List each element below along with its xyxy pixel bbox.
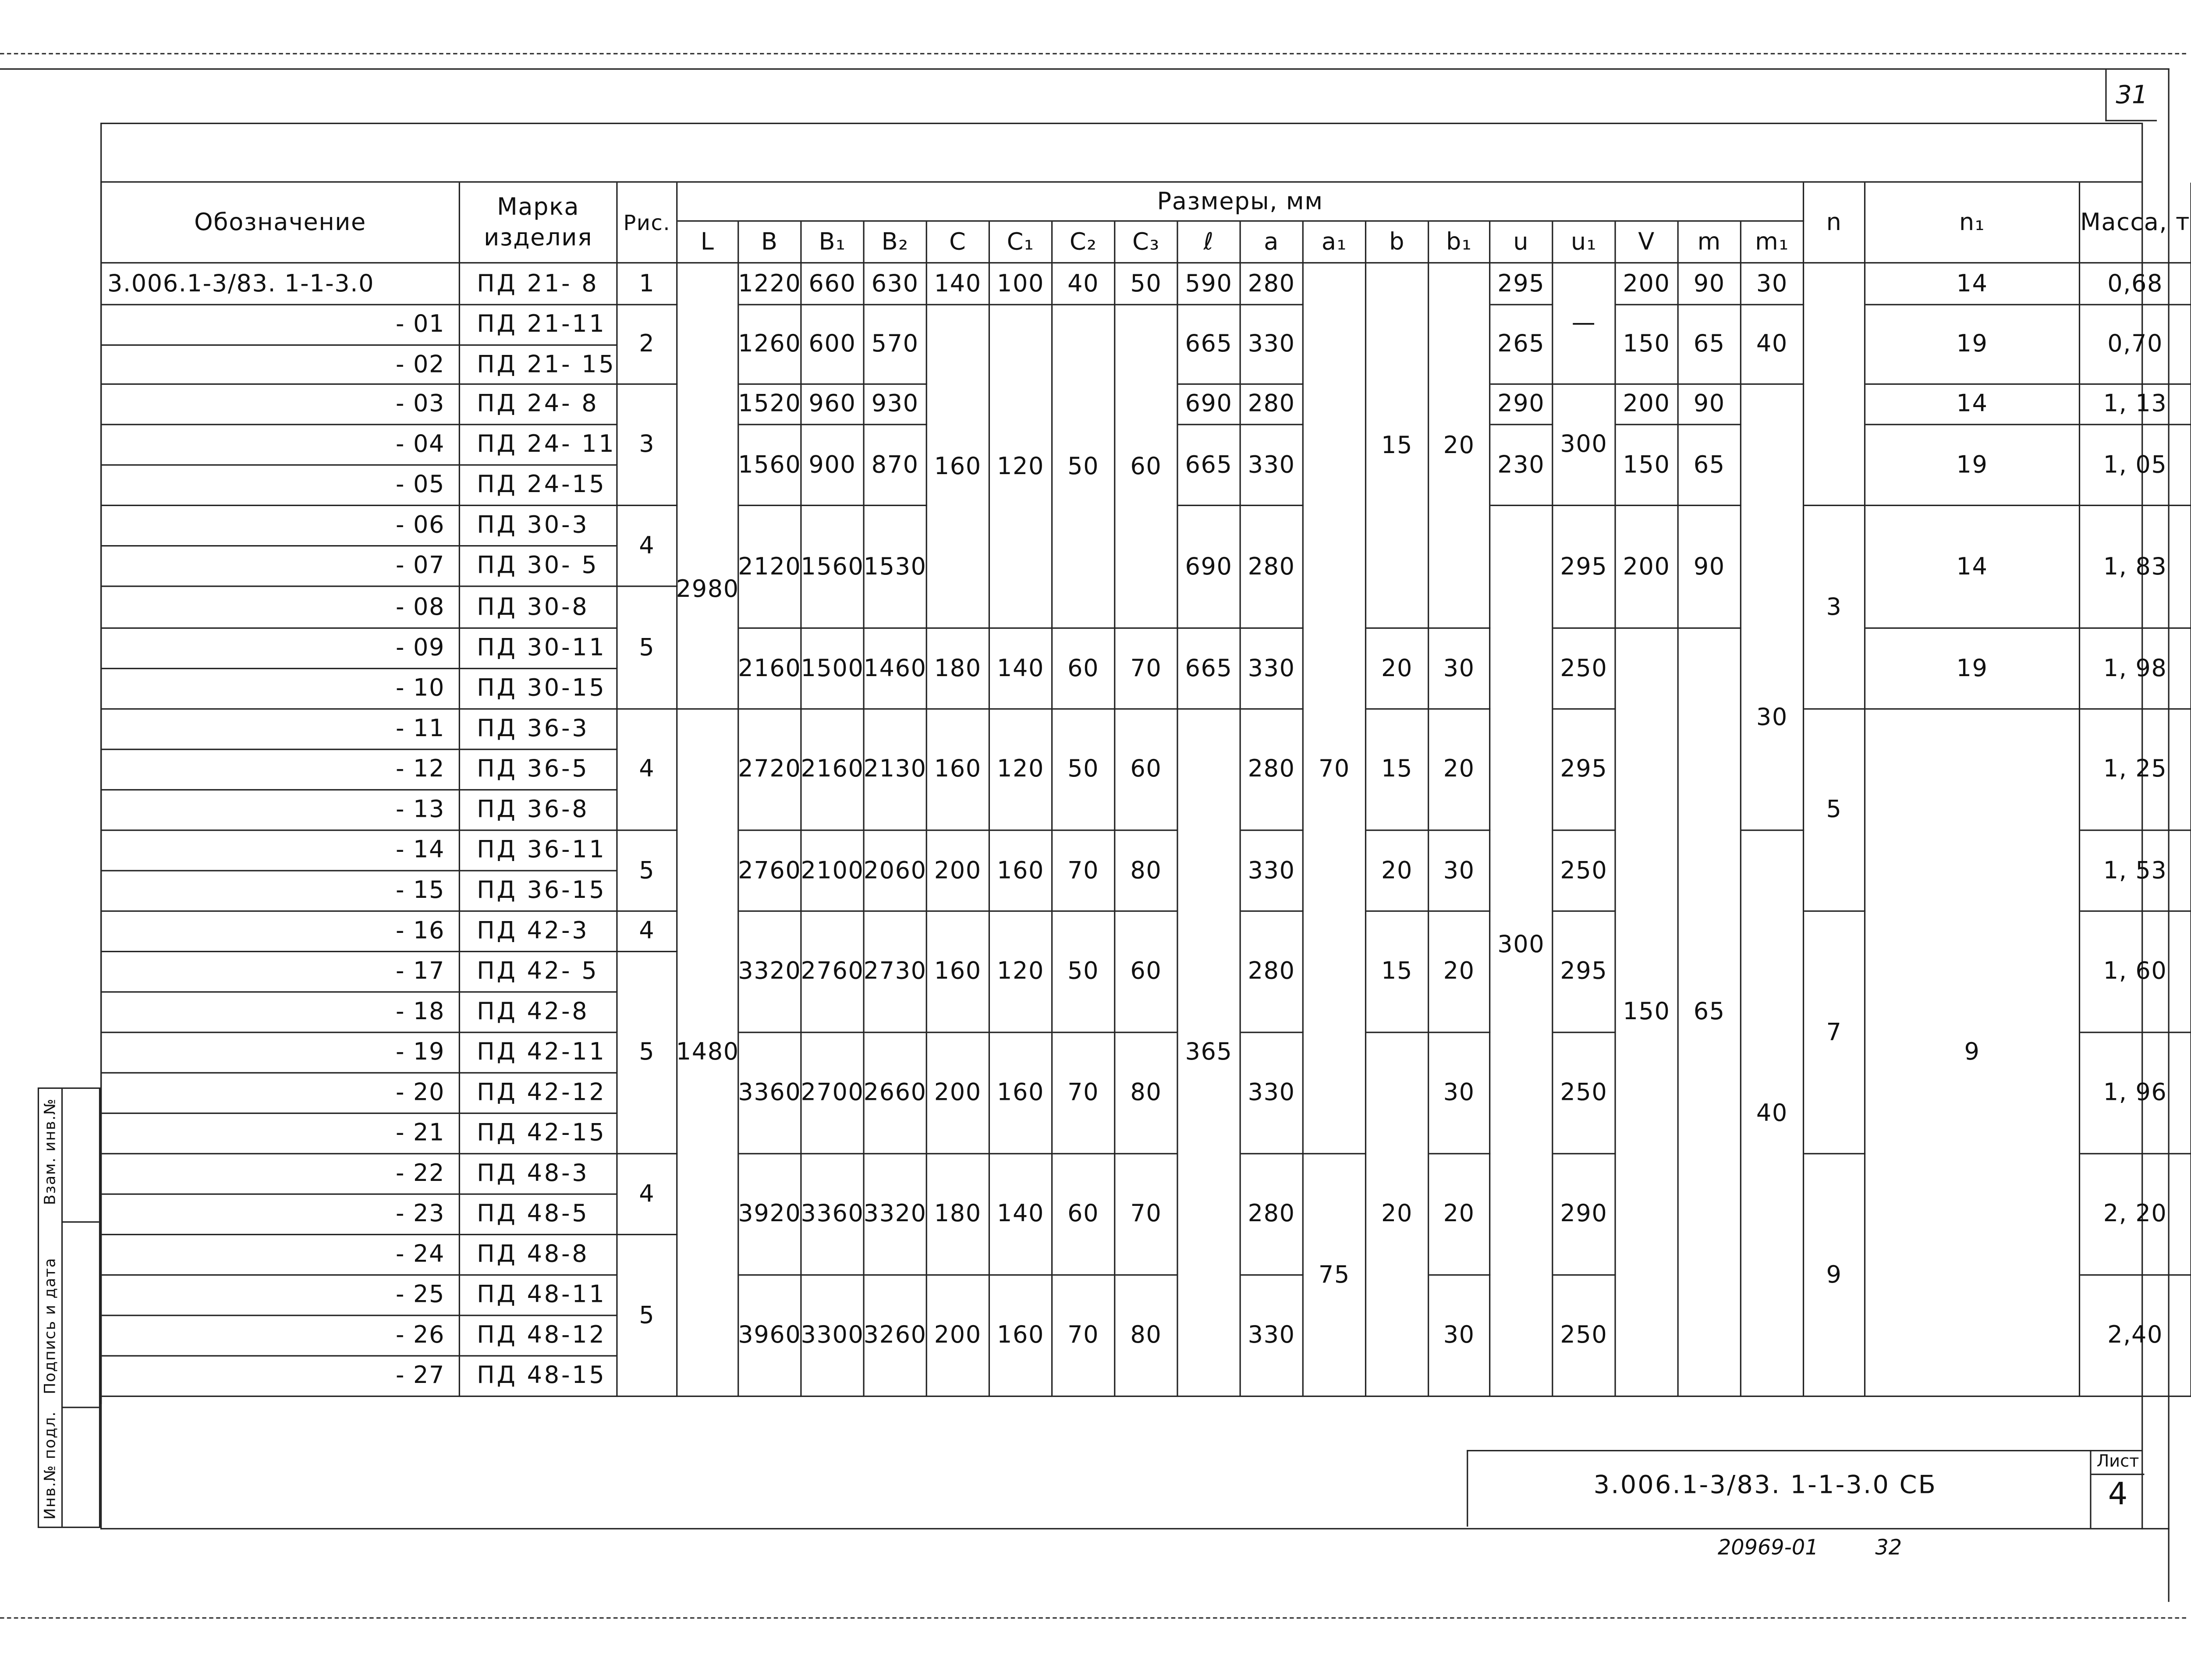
- a-cell: 330: [1241, 1033, 1304, 1155]
- header-m1: m₁: [1741, 222, 1804, 263]
- n-cell-empty: [1804, 263, 1865, 506]
- a-cell: 280: [1241, 1154, 1304, 1276]
- B1-cell: 660: [801, 263, 864, 305]
- registry-divider: [61, 1407, 99, 1408]
- marka-cell: ПД 30-3: [460, 506, 618, 546]
- B-cell: 1560: [739, 425, 801, 506]
- B2-cell: 2730: [865, 912, 927, 1033]
- m1-cell: 30: [1741, 385, 1804, 831]
- registry-vzam: Взам. инв.№: [41, 1098, 60, 1205]
- B1-cell: 2100: [801, 831, 864, 912]
- marka-cell: ПД 48-11: [460, 1276, 618, 1316]
- massa-cell: 1, 98: [2080, 629, 2191, 710]
- m-cell: 65: [1679, 425, 1741, 506]
- header-n: n: [1804, 183, 1865, 264]
- C-cell: 200: [927, 1276, 990, 1397]
- marka-cell: ПД 30-15: [460, 669, 618, 709]
- a-cell: 280: [1241, 709, 1304, 831]
- a-cell: 280: [1241, 263, 1304, 305]
- n1-cell: 14: [1865, 385, 2080, 425]
- u-cell: 295: [1490, 263, 1553, 305]
- ris-cell: 5: [617, 1235, 677, 1397]
- B1-cell: 600: [801, 305, 864, 385]
- u1-cell: 295: [1553, 912, 1616, 1033]
- C2-cell: 60: [1053, 1154, 1115, 1276]
- oboz-row: - 25: [102, 1276, 460, 1316]
- B2-cell: 870: [865, 425, 927, 506]
- ris-cell: 1: [617, 263, 677, 305]
- oboz-row: - 14: [102, 831, 460, 871]
- C-cell: 160: [927, 305, 990, 629]
- marka-cell: ПД 36-5: [460, 750, 618, 790]
- dimensions-table: [100, 181, 2191, 1404]
- oboz-row: - 22: [102, 1154, 460, 1194]
- header-l: ℓ: [1178, 222, 1241, 263]
- C2-cell: 50: [1053, 709, 1115, 831]
- header-massa: Масса, т: [2080, 183, 2191, 264]
- sheet-box: [2090, 1450, 2144, 1528]
- C-cell: 200: [927, 831, 990, 912]
- marka-cell: ПД 48-3: [460, 1154, 618, 1194]
- B2-cell: 2660: [865, 1033, 927, 1155]
- m-cell: 90: [1679, 506, 1741, 629]
- C3-cell: 60: [1115, 709, 1178, 831]
- registry-podpis: Подпись и дата: [41, 1257, 60, 1394]
- b1-cell: 30: [1429, 1276, 1490, 1397]
- B2-cell: 2060: [865, 831, 927, 912]
- B1-cell: 2160: [801, 709, 864, 831]
- sheet-number: 4: [2108, 1478, 2128, 1513]
- ris-cell: 4: [617, 912, 677, 952]
- l-cell: 665: [1178, 425, 1241, 506]
- B-cell: 2720: [739, 709, 801, 831]
- C2-cell: 60: [1053, 629, 1115, 710]
- oboz-row: - 18: [102, 992, 460, 1033]
- oboz-row: - 15: [102, 872, 460, 912]
- marka-cell: ПД 36-11: [460, 831, 618, 871]
- oboz-row: - 03: [102, 385, 460, 425]
- V-cell: 150: [1616, 305, 1679, 385]
- l-cell: 365: [1178, 709, 1241, 1397]
- V-cell: 200: [1616, 506, 1679, 629]
- header-u1: u₁: [1553, 222, 1616, 263]
- C2-cell: 70: [1053, 1276, 1115, 1397]
- a-cell: 280: [1241, 506, 1304, 629]
- b-cell: 15: [1366, 912, 1429, 1033]
- B2-cell: 570: [865, 305, 927, 385]
- oboz-row: - 24: [102, 1235, 460, 1276]
- a-cell: 280: [1241, 912, 1304, 1033]
- C3-cell: 50: [1115, 263, 1178, 305]
- B-cell: 3960: [739, 1276, 801, 1397]
- page-number: 31: [2105, 70, 2157, 121]
- massa-cell: 1, 25: [2080, 709, 2191, 831]
- marka-cell: ПД 30- 5: [460, 546, 618, 587]
- b1-cell: 20: [1429, 912, 1490, 1033]
- C-cell: 160: [927, 912, 990, 1033]
- header-b: b: [1366, 222, 1429, 263]
- ris-cell: 4: [617, 506, 677, 587]
- oboz-row: - 08: [102, 587, 460, 628]
- n1-cell: 19: [1865, 425, 2080, 506]
- oboz-row: - 06: [102, 506, 460, 546]
- header-C2: C₂: [1053, 222, 1115, 263]
- V-cell: 150: [1616, 629, 1679, 1397]
- header-razmery: Размеры, мм: [677, 183, 1804, 222]
- marka-cell: ПД 21- 15: [460, 346, 618, 385]
- registry-strip: [38, 1088, 100, 1528]
- scan-edge-bottom: [0, 1617, 2186, 1619]
- b-cell: 20: [1366, 1033, 1429, 1397]
- oboz-row: - 05: [102, 466, 460, 506]
- massa-cell: 2,40: [2080, 1276, 2191, 1397]
- C1-cell: 120: [990, 709, 1053, 831]
- n-cell: 3: [1804, 506, 1865, 710]
- header-a: a: [1241, 222, 1304, 263]
- header-m: m: [1679, 222, 1741, 263]
- scan-edge-top: [0, 53, 2186, 54]
- B-cell: 3360: [739, 1033, 801, 1155]
- oboz-row: - 09: [102, 629, 460, 669]
- C1-cell: 120: [990, 305, 1053, 629]
- oboz-row: - 02: [102, 346, 460, 385]
- C2-cell: 50: [1053, 912, 1115, 1033]
- massa-cell: 2, 20: [2080, 1154, 2191, 1276]
- u1-cell: 250: [1553, 1033, 1616, 1155]
- m-cell: 65: [1679, 629, 1741, 1397]
- b-cell: 15: [1366, 709, 1429, 831]
- B2-cell: 2130: [865, 709, 927, 831]
- marka-cell: ПД 36-8: [460, 790, 618, 831]
- b-cell: 15: [1366, 263, 1429, 629]
- frame-top: [100, 123, 2141, 124]
- B1-cell: 3300: [801, 1276, 864, 1397]
- marka-cell: ПД 30-8: [460, 587, 618, 628]
- B-cell: 3320: [739, 912, 801, 1033]
- header-a1: a₁: [1304, 222, 1366, 263]
- b-cell: 20: [1366, 831, 1429, 912]
- a-cell: 280: [1241, 385, 1304, 425]
- oboz-row: - 16: [102, 912, 460, 952]
- ris-cell: 5: [617, 587, 677, 709]
- a-cell: 330: [1241, 629, 1304, 710]
- C-cell: 180: [927, 629, 990, 710]
- C3-cell: 70: [1115, 1154, 1178, 1276]
- a1-cell: 70: [1304, 263, 1366, 1154]
- b-cell: 20: [1366, 629, 1429, 710]
- title-block: [1467, 1450, 2141, 1527]
- ris-cell: 4: [617, 1154, 677, 1235]
- marka-cell: ПД 42-12: [460, 1074, 618, 1114]
- header-B2: B₂: [865, 222, 927, 263]
- B-cell: 2760: [739, 831, 801, 912]
- b1-cell: 30: [1429, 629, 1490, 710]
- m-cell: 90: [1679, 385, 1741, 425]
- C2-cell: 70: [1053, 831, 1115, 912]
- n1-cell: 19: [1865, 305, 2080, 385]
- C3-cell: 80: [1115, 1276, 1178, 1397]
- C2-cell: 40: [1053, 263, 1115, 305]
- header-V: V: [1616, 222, 1679, 263]
- u1-cell: 295: [1553, 506, 1616, 629]
- u-cell: 290: [1490, 385, 1553, 425]
- footer-page: 32: [1875, 1535, 1902, 1560]
- oboz-row: - 01: [102, 305, 460, 346]
- B-cell: 3920: [739, 1154, 801, 1276]
- frame-outer-top: [0, 68, 2170, 70]
- oboz-row: - 12: [102, 750, 460, 790]
- C1-cell: 120: [990, 912, 1053, 1033]
- registry-inv-podl: Инв.№ подл.: [41, 1411, 60, 1520]
- m1-cell: 40: [1741, 831, 1804, 1397]
- u1-cell: 290: [1553, 1154, 1616, 1276]
- B-cell: 2160: [739, 629, 801, 710]
- B2-cell: 3320: [865, 1154, 927, 1276]
- header-ris: Рис.: [617, 183, 677, 264]
- marka-cell: ПД 48-12: [460, 1316, 618, 1357]
- oboz-row: - 13: [102, 790, 460, 831]
- oboz-row: - 27: [102, 1357, 460, 1397]
- oboz-row: - 10: [102, 669, 460, 709]
- ris-cell: 2: [617, 305, 677, 385]
- n1-cell: 14: [1865, 506, 2080, 629]
- marka-cell: ПД 42-11: [460, 1033, 618, 1074]
- u-cell: 265: [1490, 305, 1553, 385]
- n-cell: 5: [1804, 709, 1865, 911]
- b1-cell: 20: [1429, 1154, 1490, 1276]
- oboz-row: 3.006.1-3/83. 1-1-3.0: [102, 263, 460, 305]
- C3-cell: 60: [1115, 912, 1178, 1033]
- massa-cell: 0,70: [2080, 305, 2191, 385]
- L-cell: 1480: [677, 709, 739, 1397]
- V-cell: 200: [1616, 385, 1679, 425]
- b1-cell: 20: [1429, 263, 1490, 629]
- B-cell: 2120: [739, 506, 801, 629]
- l-cell: 690: [1178, 385, 1241, 425]
- a-cell: 330: [1241, 305, 1304, 385]
- V-cell: 150: [1616, 425, 1679, 506]
- B1-cell: 960: [801, 385, 864, 425]
- header-B: B: [739, 222, 801, 263]
- marka-cell: ПД 48-15: [460, 1357, 618, 1397]
- ris-cell: 3: [617, 385, 677, 506]
- sheet-label: Лист: [2092, 1450, 2145, 1475]
- header-C: C: [927, 222, 990, 263]
- massa-cell: 1, 53: [2080, 831, 2191, 912]
- C3-cell: 80: [1115, 1033, 1178, 1155]
- n1-cell: 19: [1865, 629, 2080, 710]
- m1-cell: 40: [1741, 305, 1804, 385]
- B1-cell: 1500: [801, 629, 864, 710]
- registry-column: [39, 1089, 63, 1527]
- header-b1: b₁: [1429, 222, 1490, 263]
- frame-bottom: [100, 1528, 2170, 1529]
- B-cell: 1260: [739, 305, 801, 385]
- oboz-row: - 11: [102, 709, 460, 750]
- u-cell: 230: [1490, 425, 1553, 506]
- b1-cell: 30: [1429, 1033, 1490, 1155]
- B1-cell: 1560: [801, 506, 864, 629]
- C1-cell: 160: [990, 1276, 1053, 1397]
- B2-cell: 3260: [865, 1276, 927, 1397]
- massa-cell: 1, 05: [2080, 425, 2191, 506]
- oboz-row: - 21: [102, 1114, 460, 1154]
- oboz-row: - 20: [102, 1074, 460, 1114]
- C1-cell: 140: [990, 629, 1053, 710]
- ris-cell: 5: [617, 952, 677, 1154]
- n1-cell: 9: [1865, 709, 2080, 1397]
- massa-cell: 1, 96: [2080, 1033, 2191, 1155]
- marka-cell: ПД 42-3: [460, 912, 618, 952]
- B2-cell: 930: [865, 385, 927, 425]
- B1-cell: 2700: [801, 1033, 864, 1155]
- C3-cell: 80: [1115, 831, 1178, 912]
- a-cell: 330: [1241, 1276, 1304, 1397]
- ris-cell: 5: [617, 831, 677, 912]
- marka-cell: ПД 42-15: [460, 1114, 618, 1154]
- document-code: 3.006.1-3/83. 1-1-3.0 СБ: [1593, 1471, 1937, 1500]
- massa-cell: 1, 60: [2080, 912, 2191, 1033]
- oboz-row: - 17: [102, 952, 460, 992]
- u1-cell: 250: [1553, 1276, 1616, 1397]
- l-cell: 665: [1178, 305, 1241, 385]
- b1-cell: 20: [1429, 709, 1490, 831]
- C3-cell: 60: [1115, 305, 1178, 629]
- V-cell: 200: [1616, 263, 1679, 305]
- a1-cell: 75: [1304, 1154, 1366, 1397]
- oboz-row: - 26: [102, 1316, 460, 1357]
- n-cell: 7: [1804, 912, 1865, 1155]
- marka-cell: ПД 24- 8: [460, 385, 618, 425]
- header-u: u: [1490, 222, 1553, 263]
- header-marka: Марка изделия: [460, 183, 618, 264]
- header-C1: C₁: [990, 222, 1053, 263]
- B-cell: 1520: [739, 385, 801, 425]
- header-L: L: [677, 222, 739, 263]
- marka-cell: ПД 36-15: [460, 872, 618, 912]
- a-cell: 330: [1241, 831, 1304, 912]
- marka-cell: ПД 48-8: [460, 1235, 618, 1276]
- header-oboznachenie: Обозначение: [102, 183, 460, 264]
- massa-cell: 1, 13: [2080, 385, 2191, 425]
- u1-cell: 300: [1553, 385, 1616, 506]
- u1-cell: 250: [1553, 831, 1616, 912]
- B2-cell: 1460: [865, 629, 927, 710]
- n1-cell: 14: [1865, 263, 2080, 305]
- C-cell: 160: [927, 709, 990, 831]
- C1-cell: 160: [990, 1033, 1053, 1155]
- oboz-row: - 04: [102, 425, 460, 465]
- C-cell: 140: [927, 263, 990, 305]
- B1-cell: 3360: [801, 1154, 864, 1276]
- massa-cell: 0,68: [2080, 263, 2191, 305]
- marka-cell: ПД 42-8: [460, 992, 618, 1033]
- registry-divider: [61, 1221, 99, 1223]
- B2-cell: 630: [865, 263, 927, 305]
- m-cell: 90: [1679, 263, 1741, 305]
- B1-cell: 900: [801, 425, 864, 506]
- marka-cell: ПД 24- 11: [460, 425, 618, 465]
- m-cell: 65: [1679, 305, 1741, 385]
- oboz-row: - 19: [102, 1033, 460, 1074]
- C1-cell: 140: [990, 1154, 1053, 1276]
- m1-cell: 30: [1741, 263, 1804, 305]
- B2-cell: 1530: [865, 506, 927, 629]
- massa-cell: 1, 83: [2080, 506, 2191, 629]
- l-cell: 690: [1178, 506, 1241, 629]
- marka-cell: ПД 36-3: [460, 709, 618, 750]
- C-cell: 200: [927, 1033, 990, 1155]
- a-cell: 330: [1241, 425, 1304, 506]
- archive-number: 20969-01: [1717, 1535, 1819, 1560]
- u1-cell: 295: [1553, 709, 1616, 831]
- b1-cell: 30: [1429, 831, 1490, 912]
- u1-cell: —: [1553, 263, 1616, 385]
- l-cell: 665: [1178, 629, 1241, 710]
- n-cell: 9: [1804, 1154, 1865, 1397]
- header-n1: n₁: [1865, 183, 2080, 264]
- C-cell: 180: [927, 1154, 990, 1276]
- C3-cell: 70: [1115, 629, 1178, 710]
- C2-cell: 50: [1053, 305, 1115, 629]
- marka-cell: ПД 24-15: [460, 466, 618, 506]
- oboz-row: - 07: [102, 546, 460, 587]
- marka-cell: ПД 21-11: [460, 305, 618, 346]
- B-cell: 1220: [739, 263, 801, 305]
- marka-cell: ПД 48-5: [460, 1195, 618, 1235]
- marka-cell: ПД 30-11: [460, 629, 618, 669]
- u-cell: 300: [1490, 506, 1553, 1397]
- C2-cell: 70: [1053, 1033, 1115, 1155]
- L-cell: 2980: [677, 263, 739, 709]
- marka-cell: ПД 21- 8: [460, 263, 618, 305]
- l-cell: 590: [1178, 263, 1241, 305]
- C1-cell: 100: [990, 263, 1053, 305]
- header-C3: C₃: [1115, 222, 1178, 263]
- ris-cell: 4: [617, 709, 677, 831]
- marka-cell: ПД 42- 5: [460, 952, 618, 992]
- header-B1: B₁: [801, 222, 864, 263]
- B1-cell: 2760: [801, 912, 864, 1033]
- oboz-row: - 23: [102, 1195, 460, 1235]
- C1-cell: 160: [990, 831, 1053, 912]
- u1-cell: 250: [1553, 629, 1616, 710]
